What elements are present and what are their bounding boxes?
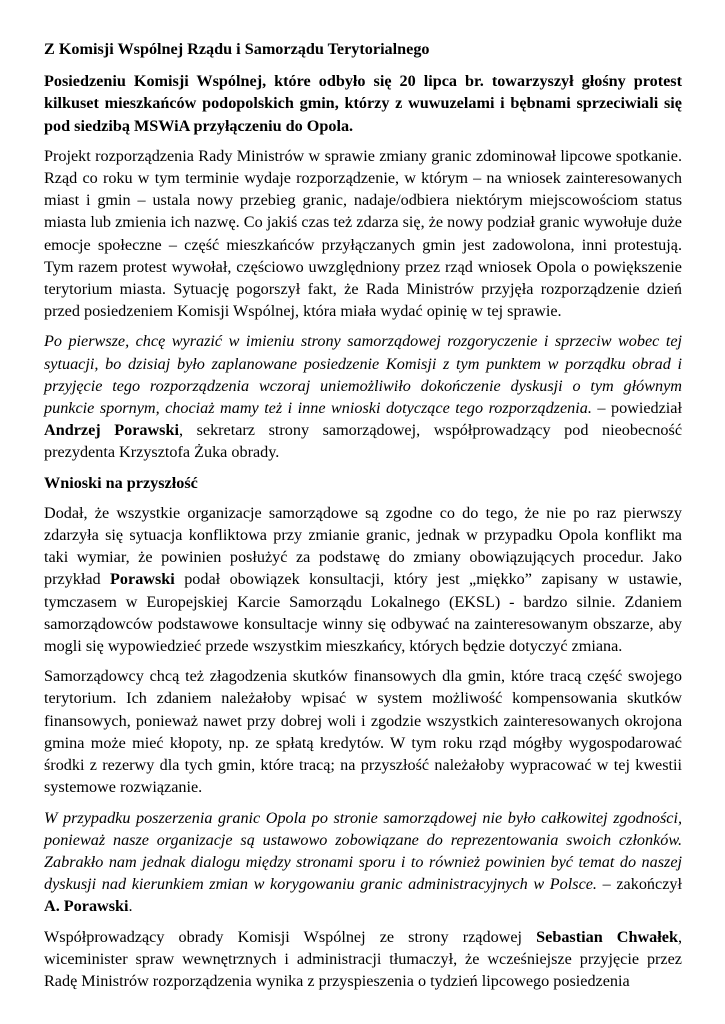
paragraph-3-text-end: podał obowiązek konsultacji, który jest „miękko” zapisany w ustawie, tymczasem w Europejskiej Karcie Samorządu Lokalnego (EKSL) - bardzo silnie. Zdaniem samorządowców podstawowe konsultacje winny się odbywać na zainteresowanym obszarze, aby mogli się wypowiedzieć przede wszystkim mieszkańcy, których będzie dotyczyć zmiana. — [44, 570, 682, 656]
attribution-text: – powiedział — [591, 399, 682, 418]
quote-porawski-1: Po pierwsze, chcę wyrazić w imieniu strony samorządowej rozgoryczenie i sprzeciw wobec tej sytuacji, bo dzisiaj było zaplanowane posiedzenie Komisji z tym punktem w porządku obrad i przyjęcie tego rozporządzenia wczoraj uniemożliwiło dokończenie dyskusji o tym głównym punkcie spornym, chociaż mamy też i inne wnioski dotyczące tego rozporządzenia. — [44, 332, 682, 418]
lead-paragraph: Posiedzeniu Komisji Wspólnej, które odbyło się 20 lipca br. towarzyszył głośny protest kilkuset mieszkańców podopolskich gmin, którzy z wuwuzelami i bębnami sprzeciwiali się pod siedzibą MSWiA przyłączeniu do Opola. — [44, 72, 682, 135]
speaker-name: Andrzej Porawski — [44, 421, 179, 440]
speaker-role: , sekretarz strony samorządowej, współprowadzący pod nieobecność prezydenta Krzysztofa Żuka obrady. — [44, 421, 683, 462]
paragraph-6-text: Współprowadzący obrady Komisji Wspólnej ze strony rządowej — [44, 927, 537, 946]
quote-porawski-2: W przypadku poszerzenia granic Opola po stronie samorządowej nie było całkowitej zgodności, ponieważ nasze organizacje są ustawowo zobowiązane do reprezentowania swoich członków. Zabrakło nam jednak dialogu między stronami sporu i to również powinien być temat do naszej dyskusji nad kierunkiem zmian w korygowaniu granic administracyjnych w Polsce. — [44, 808, 682, 894]
speaker-name: Porawski — [110, 570, 175, 589]
paragraph-2 — [44, 330, 682, 463]
document-page — [44, 38, 682, 1000]
paragraph-3 — [44, 502, 682, 657]
document-heading: Z Komisji Wspólnej Rządu i Samorządu Terytorialnego — [44, 40, 430, 58]
paragraph-6-text-end: , wiceminister spraw wewnętrznych i administracji tłumaczył, że wcześniejsze przyjęcie przez Radę Ministrów rozporządzenia wynika z przyspieszenia o tydzień lipcowego posiedzenia — [44, 927, 682, 990]
paragraph-4: Samorządowcy chcą też złagodzenia skutków finansowych dla gmin, które tracą część swojego terytorium. Ich zdaniem należałoby wpisać w system możliwość kompensowania skutków finansowych, ponieważ nawet przy dobrej woli i zgodzie wszystkich zainteresowanych okrojona gmina może mieć kłopoty, np. ze spłatą kredytów. W tym roku rząd mógłby wygospodarować środki z rezerwy dla tych gmin, które tracą; na przyszłość należałoby wypracować w tej kwestii systemowe rozwiązanie. — [44, 667, 682, 797]
speaker-name: A. Porawski — [44, 897, 129, 916]
attribution-text: – zakończył — [596, 875, 682, 894]
paragraph-3-text: Dodał, że wszystkie organizacje samorządowe są zgodne co do tego, że nie po raz pierwszy zdarzyła się sytuacja konfliktowa przy zmianie granic, jednak w przypadku Opola konflikt ma taki wymiar, że powinien posłużyć za podstawę do zmiany obowiązujących procedur. Jako przykład — [44, 503, 682, 589]
section-subheading: Wnioski na przyszłość — [44, 473, 198, 492]
paragraph-5 — [44, 807, 682, 918]
paragraph-5-end: . — [128, 897, 133, 916]
paragraph-6 — [44, 926, 682, 993]
paragraph-1: Projekt rozporządzenia Rady Ministrów w sprawie zmiany granic zdominował lipcowe spotkanie. Rząd co roku w tym terminie wydaje rozporządzenie, w którym – na wniosek zainteresowanych miast i gmin – ustala nowy przebieg granic, nadaje/odbiera niektórym miejscowościom status miasta lub zmienia ich nazwę. Co jakiś czas też zdarza się, że nowy podział granic wywołuje duże emocje społeczne – część mieszkańców przyłączanych gmin jest zadowolona, inni protestują. Tym razem protest wywołał, częściowo uwzględniony przez rząd wniosek Opola o powiększenie terytorium miasta. Sytuację pogorszył fakt, że Rada Ministrów przyjęła rozporządzenie dzień przed posiedzeniem Komisji Wspólnej, która miała wydać opinię w tej sprawie. — [44, 146, 682, 321]
speaker-name: Sebastian Chwałek — [536, 927, 678, 946]
